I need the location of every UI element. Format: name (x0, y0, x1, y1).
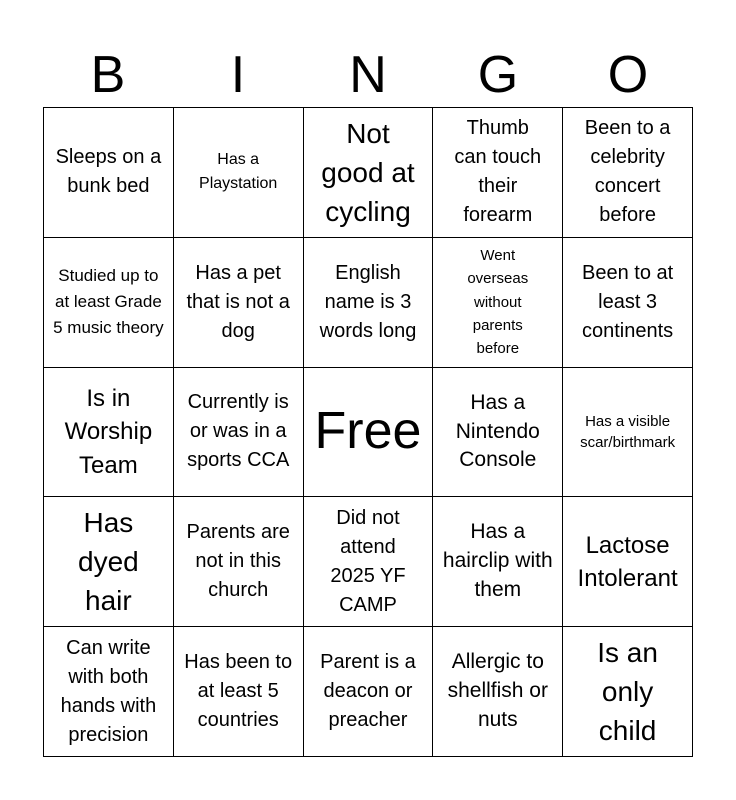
bingo-cell[interactable]: Has a visible scar/birthmark (563, 368, 693, 498)
bingo-cell[interactable]: Not good at cycling (304, 108, 434, 238)
header-letter-g: G (477, 46, 519, 104)
bingo-cell[interactable]: Went overseas without parents before (433, 238, 563, 368)
bingo-cell[interactable]: Lactose Intolerant (563, 497, 693, 627)
bingo-cell[interactable]: Parents are not in this church (174, 497, 304, 627)
header-letter-i: I (230, 46, 246, 104)
bingo-cell[interactable]: English name is 3 words long (304, 238, 434, 368)
bingo-cell[interactable]: Parent is a deacon or preacher (304, 627, 434, 757)
bingo-cell[interactable]: Has dyed hair (44, 497, 174, 627)
bingo-header (43, 46, 693, 104)
bingo-cell[interactable]: Is an only child (563, 627, 693, 757)
free-space[interactable]: Free (304, 368, 434, 498)
bingo-cell[interactable]: Currently is or was in a sports CCA (174, 368, 304, 498)
header-letter-b: B (90, 46, 126, 104)
bingo-cell[interactable]: Has been to at least 5 countries (174, 627, 304, 757)
bingo-cell[interactable]: Has a hairclip with them (433, 497, 563, 627)
bingo-cell[interactable]: Sleeps on a bunk bed (44, 108, 174, 238)
bingo-cell[interactable]: Is in Worship Team (44, 368, 174, 498)
bingo-cell[interactable]: Been to at least 3 continents (563, 238, 693, 368)
bingo-grid (43, 107, 693, 757)
bingo-cell[interactable]: Did not attend 2025 YF CAMP (304, 497, 434, 627)
header-letter-o: O (607, 46, 649, 104)
header-letter-n: N (349, 46, 387, 104)
bingo-cell[interactable]: Has a pet that is not a dog (174, 238, 304, 368)
bingo-cell[interactable]: Thumb can touch their forearm (433, 108, 563, 238)
bingo-cell[interactable]: Allergic to shellfish or nuts (433, 627, 563, 757)
bingo-cell[interactable]: Has a Nintendo Console (433, 368, 563, 498)
bingo-cell[interactable]: Been to a celebrity concert before (563, 108, 693, 238)
bingo-cell[interactable]: Studied up to at least Grade 5 music theory (44, 238, 174, 368)
bingo-cell[interactable]: Has a Playstation (174, 108, 304, 238)
bingo-cell[interactable]: Can write with both hands with precision (44, 627, 174, 757)
